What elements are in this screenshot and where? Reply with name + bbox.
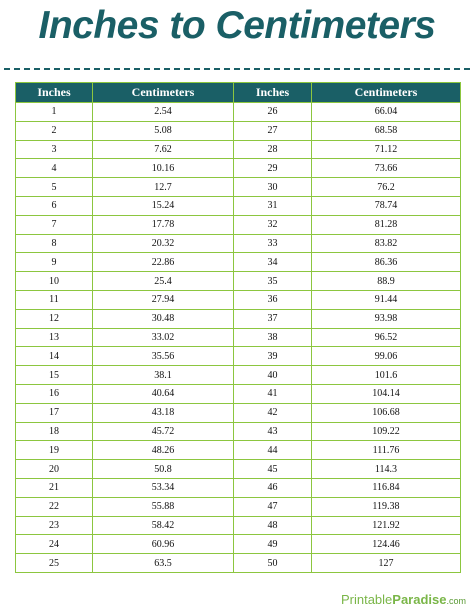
cell-centimeters-left: 10.16 (93, 159, 234, 178)
cell-centimeters-left: 25.4 (93, 272, 234, 291)
table-row (16, 272, 461, 291)
cell-inches-left: 16 (16, 384, 93, 403)
cell-centimeters-right: 104.14 (312, 384, 461, 403)
logo-part-com: .com (446, 596, 466, 606)
cell-inches-right: 46 (234, 478, 312, 497)
cell-centimeters-right: 71.12 (312, 140, 461, 159)
cell-inches-right: 40 (234, 366, 312, 385)
cell-inches-left: 21 (16, 478, 93, 497)
cell-centimeters-right: 101.6 (312, 366, 461, 385)
cell-centimeters-left: 48.26 (93, 441, 234, 460)
cell-inches-right: 35 (234, 272, 312, 291)
cell-inches-left: 15 (16, 366, 93, 385)
cell-centimeters-left: 22.86 (93, 253, 234, 272)
cell-inches-right: 29 (234, 159, 312, 178)
cell-centimeters-right: 109.22 (312, 422, 461, 441)
cell-centimeters-right: 81.28 (312, 215, 461, 234)
cell-inches-right: 45 (234, 460, 312, 479)
cell-inches-left: 22 (16, 497, 93, 516)
cell-centimeters-left: 58.42 (93, 516, 234, 535)
cell-inches-left: 3 (16, 140, 93, 159)
cell-inches-left: 13 (16, 328, 93, 347)
cell-inches-right: 44 (234, 441, 312, 460)
cell-centimeters-left: 50.8 (93, 460, 234, 479)
cell-centimeters-right: 76.2 (312, 178, 461, 197)
cell-inches-left: 5 (16, 178, 93, 197)
cell-centimeters-right: 73.66 (312, 159, 461, 178)
header-centimeters-right: Centimeters (312, 83, 461, 103)
cell-inches-left: 14 (16, 347, 93, 366)
cell-centimeters-left: 38.1 (93, 366, 234, 385)
cell-inches-right: 32 (234, 215, 312, 234)
table-row (16, 441, 461, 460)
cell-inches-right: 26 (234, 103, 312, 122)
table-row (16, 103, 461, 122)
cell-inches-right: 41 (234, 384, 312, 403)
cell-centimeters-right: 99.06 (312, 347, 461, 366)
table-row (16, 178, 461, 197)
cell-centimeters-left: 35.56 (93, 347, 234, 366)
cell-inches-right: 39 (234, 347, 312, 366)
cell-centimeters-right: 83.82 (312, 234, 461, 253)
cell-centimeters-right: 93.98 (312, 309, 461, 328)
table-row (16, 478, 461, 497)
table-row (16, 140, 461, 159)
site-logo (341, 592, 466, 607)
cell-centimeters-right: 106.68 (312, 403, 461, 422)
cell-centimeters-right: 119.38 (312, 497, 461, 516)
cell-centimeters-left: 12.7 (93, 178, 234, 197)
table-row (16, 403, 461, 422)
cell-inches-left: 24 (16, 535, 93, 554)
cell-inches-left: 8 (16, 234, 93, 253)
cell-inches-right: 38 (234, 328, 312, 347)
table-row (16, 121, 461, 140)
table-row (16, 516, 461, 535)
table-row (16, 215, 461, 234)
cell-centimeters-right: 88.9 (312, 272, 461, 291)
cell-inches-left: 20 (16, 460, 93, 479)
cell-inches-right: 34 (234, 253, 312, 272)
cell-centimeters-left: 53.34 (93, 478, 234, 497)
cell-centimeters-left: 30.48 (93, 309, 234, 328)
table-row (16, 554, 461, 573)
logo-part-paradise: Paradise (392, 592, 447, 607)
cell-inches-left: 1 (16, 103, 93, 122)
cell-inches-left: 17 (16, 403, 93, 422)
cell-centimeters-left: 33.02 (93, 328, 234, 347)
cell-inches-right: 33 (234, 234, 312, 253)
cell-centimeters-left: 55.88 (93, 497, 234, 516)
cell-centimeters-right: 96.52 (312, 328, 461, 347)
cell-inches-right: 49 (234, 535, 312, 554)
table-body (16, 103, 461, 573)
logo-part-printable: Printable (340, 592, 393, 607)
header-inches-left: Inches (16, 83, 93, 103)
cell-inches-left: 4 (16, 159, 93, 178)
cell-inches-right: 50 (234, 554, 312, 573)
cell-centimeters-right: 91.44 (312, 290, 461, 309)
table-row (16, 196, 461, 215)
dashed-divider (4, 68, 470, 70)
cell-centimeters-left: 60.96 (93, 535, 234, 554)
cell-centimeters-right: 121.92 (312, 516, 461, 535)
conversion-table (15, 82, 461, 573)
cell-centimeters-left: 15.24 (93, 196, 234, 215)
cell-inches-right: 48 (234, 516, 312, 535)
cell-inches-right: 27 (234, 121, 312, 140)
cell-inches-right: 43 (234, 422, 312, 441)
cell-inches-left: 7 (16, 215, 93, 234)
cell-centimeters-left: 2.54 (93, 103, 234, 122)
page-title: Inches to Centimeters (38, 4, 436, 47)
table-row (16, 535, 461, 554)
cell-centimeters-right: 68.58 (312, 121, 461, 140)
table-row (16, 422, 461, 441)
cell-centimeters-right: 127 (312, 554, 461, 573)
cell-centimeters-left: 5.08 (93, 121, 234, 140)
cell-inches-right: 37 (234, 309, 312, 328)
cell-inches-left: 18 (16, 422, 93, 441)
header-centimeters-left: Centimeters (93, 83, 234, 103)
cell-centimeters-left: 43.18 (93, 403, 234, 422)
cell-inches-right: 47 (234, 497, 312, 516)
cell-centimeters-left: 45.72 (93, 422, 234, 441)
table-row (16, 309, 461, 328)
table-row (16, 460, 461, 479)
cell-centimeters-right: 116.84 (312, 478, 461, 497)
cell-inches-left: 25 (16, 554, 93, 573)
cell-inches-left: 23 (16, 516, 93, 535)
cell-inches-right: 30 (234, 178, 312, 197)
cell-inches-right: 28 (234, 140, 312, 159)
cell-centimeters-left: 27.94 (93, 290, 234, 309)
cell-centimeters-left: 63.5 (93, 554, 234, 573)
cell-inches-left: 2 (16, 121, 93, 140)
cell-inches-right: 36 (234, 290, 312, 309)
table-row (16, 234, 461, 253)
cell-inches-left: 6 (16, 196, 93, 215)
cell-centimeters-right: 111.76 (312, 441, 461, 460)
cell-inches-left: 9 (16, 253, 93, 272)
table-header-row (16, 83, 461, 103)
cell-inches-left: 12 (16, 309, 93, 328)
cell-inches-left: 11 (16, 290, 93, 309)
cell-centimeters-right: 124.46 (312, 535, 461, 554)
table-row (16, 159, 461, 178)
cell-inches-left: 19 (16, 441, 93, 460)
table-row (16, 347, 461, 366)
cell-centimeters-right: 86.36 (312, 253, 461, 272)
cell-centimeters-left: 17.78 (93, 215, 234, 234)
cell-inches-right: 31 (234, 196, 312, 215)
table-row (16, 366, 461, 385)
header-inches-right: Inches (234, 83, 312, 103)
cell-centimeters-right: 78.74 (312, 196, 461, 215)
table-row (16, 253, 461, 272)
table-row (16, 328, 461, 347)
table-row (16, 497, 461, 516)
table-row (16, 290, 461, 309)
cell-inches-left: 10 (16, 272, 93, 291)
cell-centimeters-left: 7.62 (93, 140, 234, 159)
cell-centimeters-left: 40.64 (93, 384, 234, 403)
cell-centimeters-right: 114.3 (312, 460, 461, 479)
cell-centimeters-right: 66.04 (312, 103, 461, 122)
cell-inches-right: 42 (234, 403, 312, 422)
cell-centimeters-left: 20.32 (93, 234, 234, 253)
table-row (16, 384, 461, 403)
